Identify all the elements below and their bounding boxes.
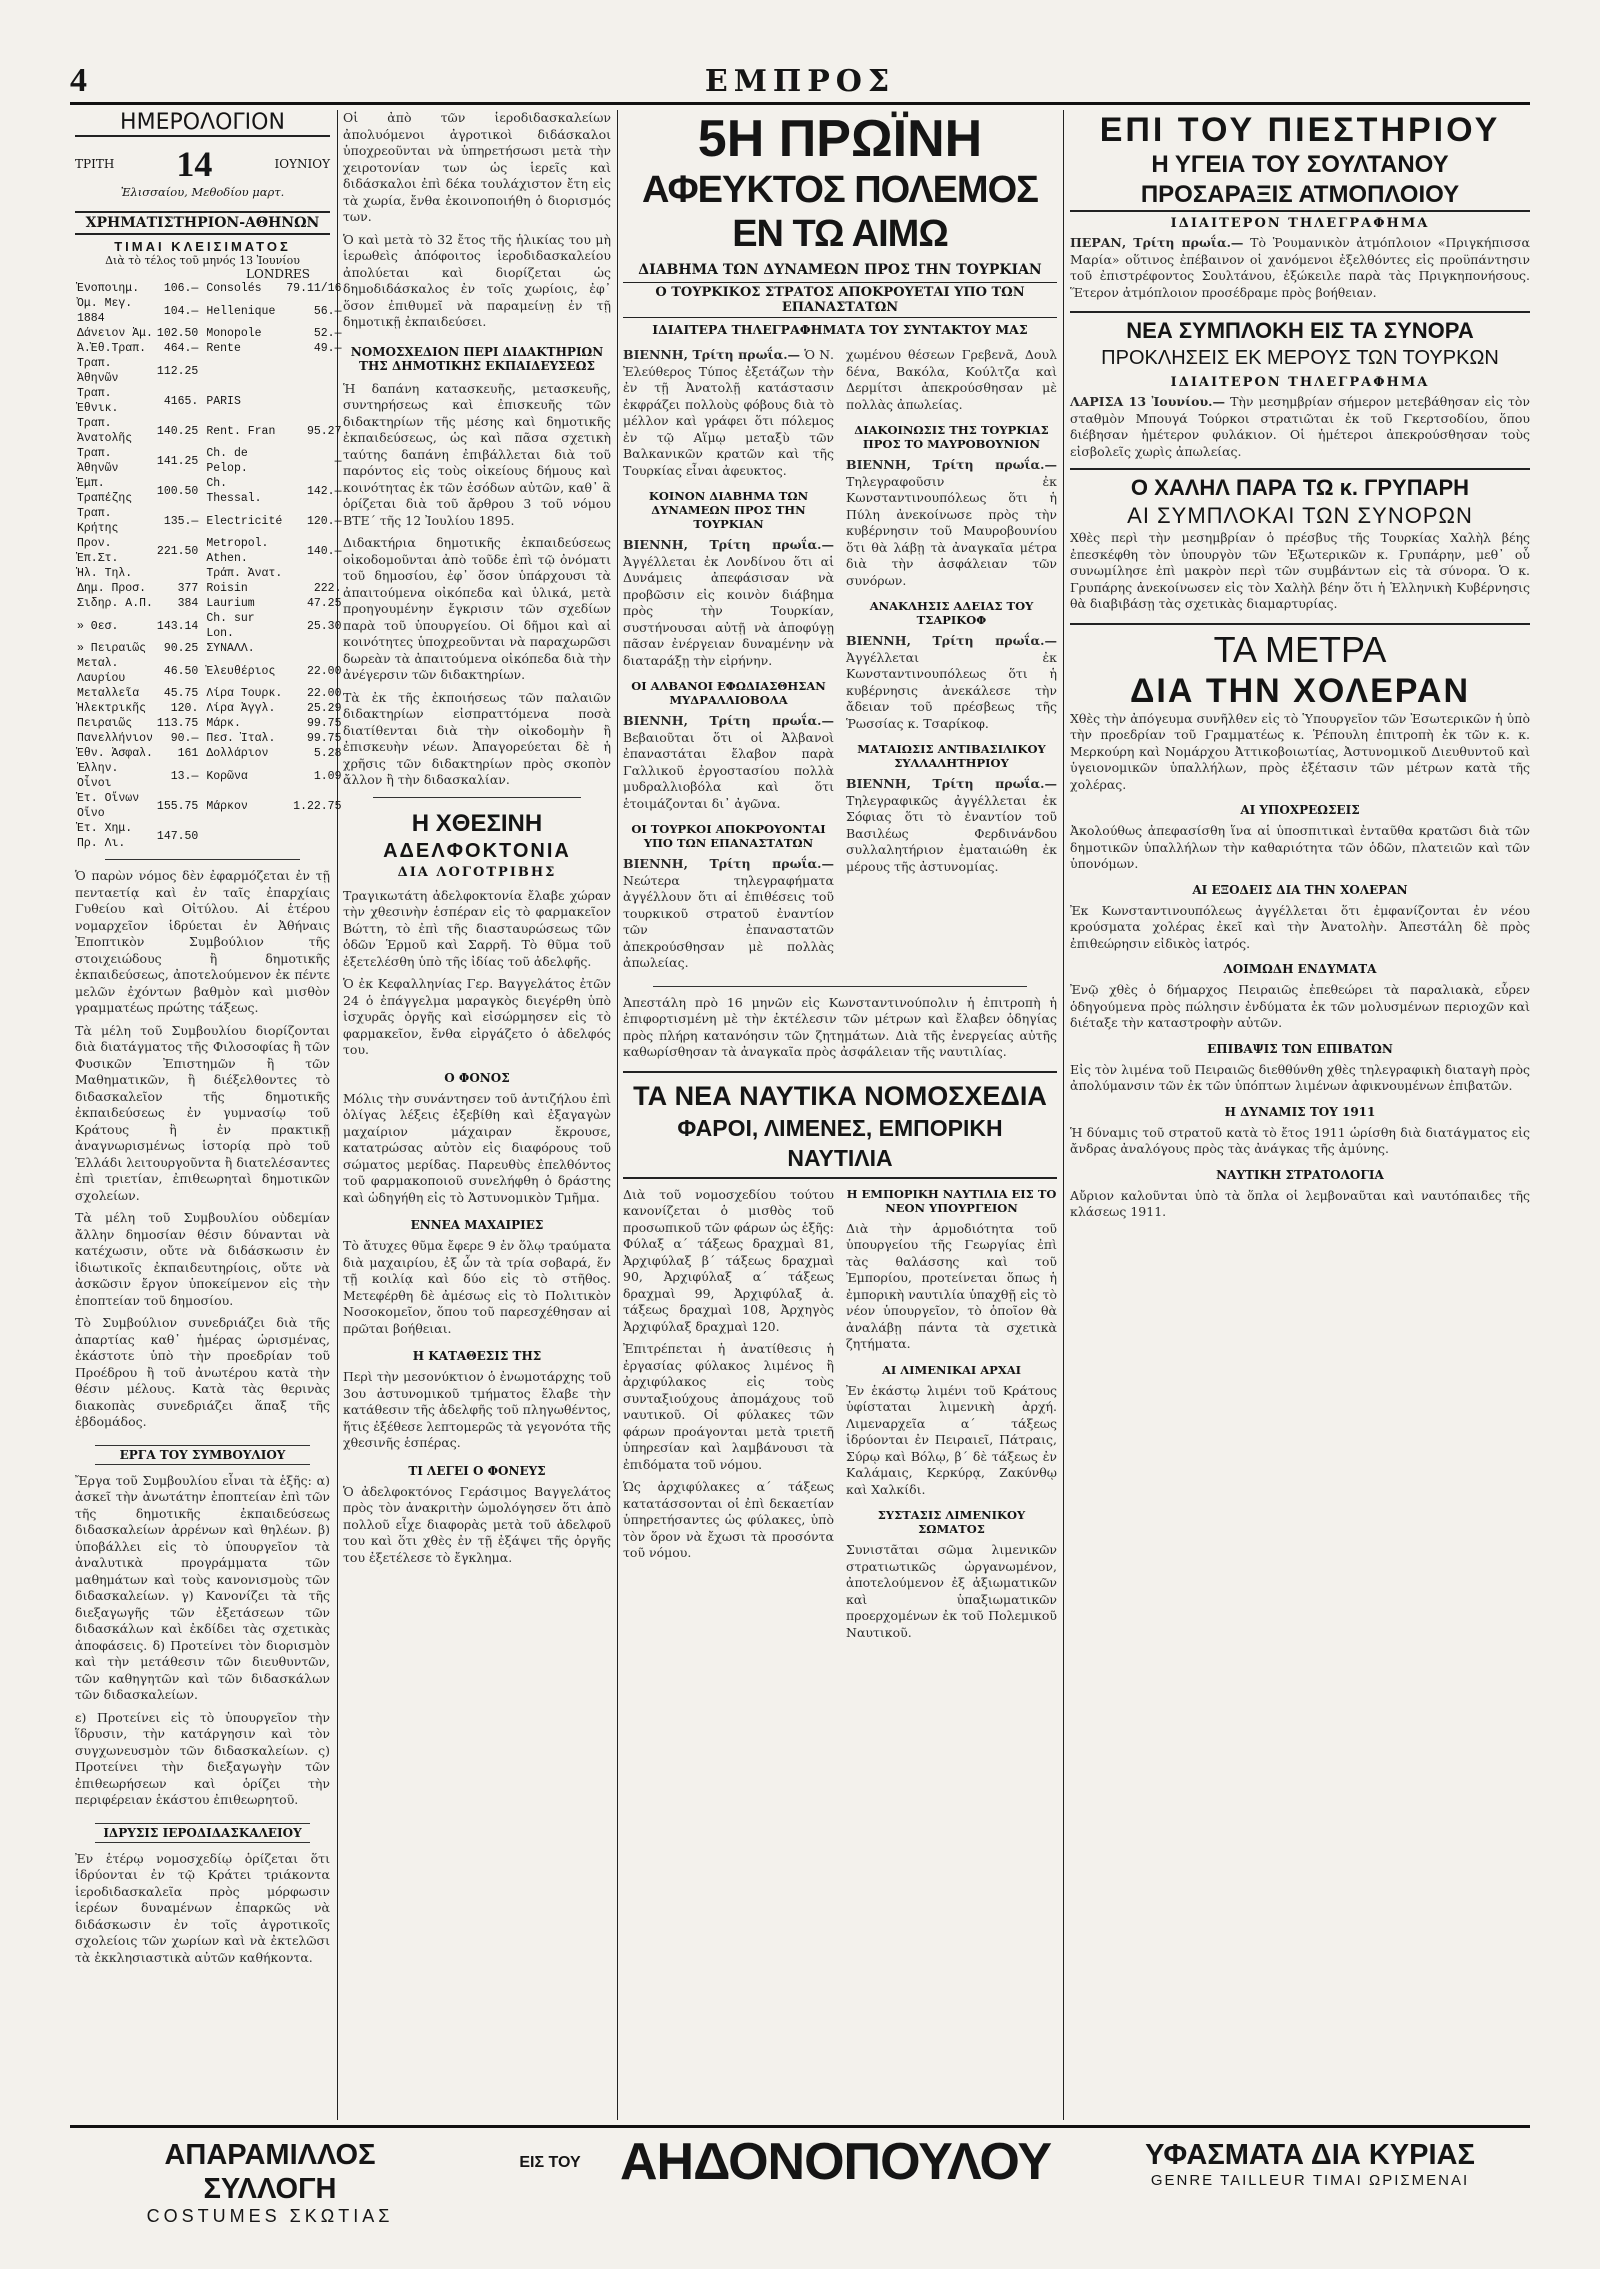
article-text: Ἐνῷ χθὲς ὁ δήμαρχος Πειραιῶς ἐπεθεώρει τὰ παραλιακὰ, εὗρεν ὁδηγούμενα πρὸς πώλησιν ἐνδύματα ἐκ τῶν μολυσμένων περιοχῶν καὶ διέταξε τὴν καταστροφὴν αὐτῶν. [1070, 982, 1530, 1030]
sub-heading: ΝΑΥΤΙΚΗ ΣΤΡΑΤΟΛΟΓΙΑ [1216, 1167, 1384, 1182]
sub-heading: ΜΑΤΑΙΩΣΙΣ ΑΝΤΙΒΑΣΙΛΙΚΟΥ ΣΥΛΛΑΛΗΤΗΡΙΟΥ [857, 742, 1046, 770]
exchange-security: Μάρκον [206, 799, 248, 813]
section-heading: Η ΧΘΕΣΙΝΗ [411, 809, 543, 837]
exchange-row [75, 821, 343, 851]
article-text: Ἀκολούθως ἀπεφασίσθη ἵνα αἱ ὑποσπιτικαὶ ἐνταῦθα κρατῶσι διὰ τῶν δημοτικῶν ὑπαλλήλων τὴν καθαριότητα τῶν ὁδῶν, πλατειῶν καὶ τῶν ὑπονόμων. [1070, 823, 1530, 871]
exchange-price: 140.25 [156, 424, 199, 438]
exchange-price: 25.29 [306, 702, 342, 715]
telegram-label: ΙΔΙΑΙΤΕΡΟΝ ΤΗΛΕΓΡΑΦΗΜΑ [1170, 216, 1430, 231]
section-heading: ΝΟΜΟΣΧΕΔΙΟΝ ΠΕΡΙ ΔΙΔΑΚΤΗΡΙΩΝ ΤΗΣ ΔΗΜΟΤΙΚΗΣ ΕΚΠΑΙΔΕΥΣΕΩΣ [350, 344, 604, 373]
footer-advertisement [70, 2125, 1530, 2226]
exchange-price: 384 [177, 597, 199, 610]
section-heading: ΤΙ ΛΕΓΕΙ Ο ΦΟΝΕΥΣ [408, 1463, 546, 1478]
exchange-row [75, 731, 343, 746]
exchange-price: 90.25 [163, 642, 199, 655]
article-text: Ὡς ἀρχιφύλακες α΄ τάξεως κατατάσσονται οἱ ἐπὶ δεκαετίαν ὑπηρετήσαντες ὡς φύλακες, ὑπὸ τὸν ὅρον νὰ ἔχωσι τὰ προσόντα τοῦ νόμου. [623, 1479, 834, 1560]
article-text: Χθὲς περὶ τὴν μεσημβρίαν ὁ πρέσβυς τῆς Τουρκίας Χαλὴλ βέης ἐπεσκέφθη τὸν ὑπουργὸν τῶν Ἐξωτερικῶν κ. Γρυπάρην, μεθ᾽ οὗ συνωμίλησε ἐπὶ μακρὸν περὶ τῶν συμβάντων εἰς τὰ σύνορα. Ὁ κ. Γρυπάρης ἀνεκοίνωσεν εἰς τὸν Χαλὴλ βέην ὅτι ἡ Ἑλληνικὴ Κυβέρνησις θὰ διαβιβάσῃ τὰς σχετικὰς διαμαρτυρίας. [1070, 530, 1530, 611]
exchange-price: 464.— [163, 342, 199, 355]
article-text: Διὰ τοῦ νομοσχεδίου τούτου κανονίζεται ὁ μισθὸς τοῦ προσωπικοῦ τῶν φάρων ὡς ἑξῆς: Φύλαξ α΄ τάξεως δραχμαὶ 81, Ἀρχιφύλαξ β΄ τάξεως δραχμαὶ 90, Ἀρχιφύλαξ α΄ τάξεως δραχμαὶ 99, Ἀρχιφύλαξ ἀ. τάξεως δραχμαὶ 108, Ἀρχηγὸς Ἀρχιφύλαξ δραχμαὶ 120. [623, 1186, 834, 1334]
masthead [70, 62, 1530, 105]
main-deck: ΙΔΙΑΙΤΕΡΑ ΤΗΛΕΓΡΑΦΗΜΑΤΑ ΤΟΥ ΣΥΝΤΑΚΤΟΥ ΜΑΣ [652, 322, 1028, 337]
exchange-security: » Θεσ. [77, 619, 119, 633]
exchange-security: Πειραιῶς [77, 717, 133, 730]
article-text: Ὁ ἀδελφοκτόνος Γεράσιμος Βαγγελάτος πρὸς τὸν ἀνακριτὴν ὡμολόγησεν ὅτι ἀπὸ πολλοῦ εἶχε διαφορὰς μετὰ τοῦ ἀδελφοῦ του καὶ ὅτι χθὲς ἐν τῇ ἐξάψει τῆς ὀργῆς του ἐξετέλεσε τὸ ἔγκλημα. [343, 1483, 611, 1565]
exchange-security [200, 356, 284, 386]
exchange-price: 4165. [163, 394, 199, 408]
article-text: Περὶ τὴν μεσονύκτιον ὁ ἐνωμοτάρχης τοῦ 3ου ἀστυνομικοῦ τμήματος ἔλαβε τὴν κατάθεσιν τῆς ἀδελφῆς τοῦ πληγωθέντος, ἥτις ἐξέθεσε λεπτομερῶς τὰ γεγονότα τῆς χθεσινῆς ἑσπέρας. [343, 1369, 611, 1450]
press-headline: ΑΙ ΣΥΜΠΛΟΚΑΙ ΤΩΝ ΣΥΝΟΡΩΝ [1127, 503, 1473, 528]
exchange-price: 102.50 [156, 327, 199, 340]
article-text: Ἔργα τοῦ Συμβουλίου εἶναι τὰ ἑξῆς: α) ἀσκεῖ τὴν ἀνωτάτην ἐποπτείαν ἐπὶ τῶν τῆς δημοτικῆς ἐκπαιδεύσεως διδασκαλείων ἀρρένων καὶ θηλέων. β) ὑποβάλλει εἰς τὸ ὑπουργεῖον τὰ ἀναλυτικὰ προγράμματα τῶν μαθημάτων καὶ τοὺς κανονισμοὺς τῶν διδασκαλείων. γ) Κανονίζει τὰ τῆς διεξαγωγῆς τῶν ἐξετάσεων τῶν διδασκάλων καὶ ἐκδίδει τὰς σχετικὰς ἀποφάσεις. δ) Προτείνει τὸν διορισμὸν καὶ τὴν μετάθεσιν τῶν διευθυντῶν, τῶν καθηγητῶν καὶ τῶν διδασκάλων τῶν διδασκαλείων. [75, 1472, 330, 1702]
article-text: ΒΙΕΝΝΗ, Τρίτη πρωΐα.— Ὁ Ν. Ἐλεύθερος Τύπος ἐξετάζων τὴν ἐν τῇ Ἀνατολῇ κατάστασιν ἐκφράζει πολλοὺς φόβους διὰ τὸ μέλλον καὶ γράφει ὅτι πόλεμος ἐν τῷ Αἵμῳ μεταξὺ τῶν Βαλκανικῶν κρατῶν καὶ τῆς Τουρκίας εἶναι ἀφευκτος. [623, 347, 834, 478]
exchange-price: 112.25 [156, 364, 199, 378]
exchange-row [75, 641, 343, 656]
ad-left [100, 2138, 440, 2227]
exchange-row [75, 686, 343, 701]
exchange-row [75, 506, 343, 536]
exchange-row [75, 341, 343, 356]
column-rule [1063, 110, 1064, 2120]
press-headline: Η ΥΓΕΙΑ ΤΟΥ ΣΟΥΛΤΑΝΟΥ [1151, 151, 1449, 178]
calendar-month: ΙΟΥΝΙΟΥ [274, 157, 330, 171]
exchange-row [75, 476, 343, 506]
article-text: ΒΙΕΝΝΗ, Τρίτη πρωΐα.— Ἀγγέλλεται ἐκ Κωνσταντινουπόλεως ὅτι ἡ κυβέρνησις ἀνεκάλεσε τὴν ἄδειαν τοῦ πρέσβεως τῆς Ῥωσσίας κ. Τσαρίκοφ. [846, 633, 1057, 731]
exchange-price: 120. [170, 702, 199, 715]
main-headline: ΑΦΕΥΚΤΟΣ ΠΟΛΕΜΟΣ ΕΝ ΤΩ ΑΙΜΩ [642, 169, 1038, 255]
exchange-price: 1.09 [313, 769, 342, 783]
calendar-day: 14 [176, 144, 213, 184]
exchange-price: 147.50 [156, 829, 199, 843]
exchange-security: ΣΥΝΑΛΛ. [206, 642, 255, 655]
exchange-security: Τραπ. Ἀνατολῆς [77, 417, 133, 445]
newspaper-title: ΕΜΠΡΟΣ [704, 64, 896, 99]
exchange-security: Ἐνοποιημ. [77, 282, 140, 295]
exchange-price: 49.— [313, 342, 342, 355]
exchange-price: 52.— [313, 327, 342, 340]
exchange-security: Τράπ. Ἀνατ. [206, 567, 283, 580]
exchange-security: Electricité [206, 514, 283, 528]
article-text: Εἰς τὸν λιμένα τοῦ Πειραιῶς διεθθύνθη χθὲς τηλεγραφικὴ διαταγὴ πρὸς ἀπολύμανσιν τῶν ἐκ τῶν ὑπόπτων λιμένων ἀφικνουμένων ἐπιβατῶν. [1070, 1061, 1530, 1093]
subcolumn-right [846, 347, 1057, 978]
section-heading: ΙΔΡΥΣΙΣ ΙΕΡΟΔΙΔΑΣΚΑΛΕΙΟΥ [95, 1823, 310, 1843]
exchange-security: Ἐλευθέριος [206, 664, 276, 678]
exchange-security [200, 821, 284, 851]
article-text: Οἱ ἀπὸ τῶν ἱεροδιδασκαλείων ἀπολυόμενοι ἀγροτικοὶ διδάσκαλοι ὑποχρεοῦνται νὰ ὑπηρετήσωσι μετὰ τὴν χειροτονίαν των ὡς ἱερεῖς καὶ διδάσκαλοι ἐπὶ δέκα τουλάχιστον ἔτη εἰς τὰ χωρία, ἔνθα ἐκοινοποιήθη ὁ διορισμός των. [343, 110, 611, 224]
column-1 [75, 110, 342, 2115]
exchange-price: 161 [177, 747, 199, 760]
subcolumn-left [623, 347, 834, 978]
exchange-security: Ch. Thessal. [206, 477, 262, 505]
column-4 [1070, 110, 1530, 2115]
exchange-price: 90.— [170, 732, 199, 745]
article-text: Τὸ ἄτυχες θῦμα ἔφερε 9 ἐν ὅλῳ τραύματα διὰ μαχαιρίου, ἐξ ὧν τὰ τρία σοβαρά, ἕν τῇ κοιλίᾳ καὶ δύο εἰς τὸ στῆθος. Μετεφέρθη δὲ ἀμέσως εἰς τὸ Πολιτικὸν Νοσοκομεῖον, ὅπου τοῦ παρεσχέθησαν αἱ πρῶται βοήθειαι. [343, 1238, 611, 1336]
exchange-security: Τραπ. Ἀθηνῶν [77, 447, 119, 475]
column-3 [623, 110, 1057, 2115]
exchange-price: 135.— [163, 514, 199, 528]
exchange-security: PARIS [206, 394, 241, 408]
exchange-security: » Πειραιῶς [77, 642, 147, 655]
exchange-security: Πεσ. Ἰταλ. [206, 732, 276, 745]
exchange-row [75, 716, 343, 731]
exchange-price: 140.— [306, 544, 342, 558]
exchange-security: Τραπ. Ἐθνικ. [77, 387, 119, 415]
article-text: Διὰ τὴν ἁρμοδιότητα τοῦ ὑπουργείου τῆς Γεωργίας ἐπὶ τὰς θαλάσσης καὶ τοῦ Ἐμπορίου, προτείνεται ὅπως ἡ ἐμπορικὴ ναυτιλία ὑπαχθῇ εἰς τὸ νέον ὑπουργεῖον, τὸ ὁποῖον θὰ ἀναλάβῃ πάντα τὰ σχετικὰ ζητήματα. [846, 1220, 1057, 1351]
exchange-row [75, 416, 343, 446]
exchange-price: 5.28 [313, 747, 342, 760]
exchange-price [284, 641, 343, 656]
exchange-price: 25.30 [306, 619, 342, 633]
exchange-price [155, 566, 200, 581]
exchange-security: Metropol. Athen. [206, 537, 269, 565]
exchange-price: 99.75 [306, 717, 342, 730]
sub-heading: ΑΙ ΛΙΜΕΝΙΚΑΙ ΑΡΧΑΙ [881, 1362, 1022, 1377]
exchange-price: 142.— [306, 484, 342, 498]
exchange-price: 104.— [163, 304, 199, 318]
article-text: Ἐν ἑκάστῳ λιμένι τοῦ Κράτους ὑφίσταται λιμενικὴ ἀρχή. Λιμεναρχεῖα α΄ τάξεως ἱδρύονται ἐν Πειραιεῖ, Πάτραις, Σύρῳ καὶ Βόλῳ, β΄ δὲ τάξεως ἐν Καλάμαις, Κερκύρᾳ, Ζακύνθῳ καὶ Χαλκίδι. [846, 1382, 1057, 1497]
section-heading: ΔΙΑ ΛΟΓΟΤΡΙΒΗΣ [397, 864, 557, 880]
exchange-row [75, 356, 343, 386]
exchange-security: Κορῶνα [206, 769, 248, 783]
exchange-security: Τραπ. Ἀθηνῶν [77, 357, 119, 385]
exchange-security: Τραπ. Κρήτης [77, 507, 119, 535]
main-deck: ΔΙΑΒΗΜΑ ΤΩΝ ΔΥΝΑΜΕΩΝ ΠΡΟΣ ΤΗΝ ΤΟΥΡΚΙΑΝ [638, 262, 1042, 278]
exchange-table [75, 281, 343, 851]
exchange-security: Ἐτ. Χημ. Πρ. Λι. [77, 822, 133, 850]
exchange-price: 1.22.75 [293, 799, 342, 813]
exchange-row [75, 326, 343, 341]
ad-mid-name: ΑΗΔΟΝΟΠΟΥΛΟΥ [620, 2133, 1052, 2191]
main-kicker: 5Η ΠΡΩΪΝΗ [697, 110, 983, 168]
press-headline: ΔΙΑ ΤΗΝ ΧΟΛΕΡΑΝ [1129, 671, 1471, 710]
article-text: Αὔριον καλοῦνται ὑπὸ τὰ ὅπλα οἱ λεμβοναῦται καὶ ναυτόπαιδες τῆς κλάσεως 1911. [1070, 1187, 1530, 1219]
ad-right-title: ΥΦΑΣΜΑΤΑ ΔΙΑ ΚΥΡΙΑΣ [1145, 2139, 1475, 2171]
section-heading: ΕΝΝΕΑ ΜΑΧΑΙΡΙΕΣ [410, 1218, 544, 1232]
divider [373, 797, 581, 798]
exchange-row [75, 536, 343, 566]
article-text: ΒΙΕΝΝΗ, Τρίτη πρωΐα.— Τηλεγραφικῶς ἀγγέλλεται ἐκ Σόφιας ὅτι τὸ ἐναντίον τοῦ Βασιλέως Φερδινάνδου συλλαλητήριον ἐματαιώθη ἐκ μέρους τῆς ἀστυνομίας. [846, 776, 1057, 874]
sub-heading: ΣΥΣΤΑΣΙΣ ΛΙΜΕΝΙΚΟΥ ΣΩΜΑΤΟΣ [877, 1508, 1026, 1536]
sub-heading: ΑΙ ΥΠΟΧΡΕΩΣΕΙΣ [1240, 803, 1360, 817]
telegram-label: ΙΔΙΑΙΤΕΡΟΝ ΤΗΛΕΓΡΑΦΗΜΑ [1170, 375, 1430, 390]
exchange-security: Ἀ.Ἐθ.Τραπ. [77, 342, 147, 355]
exchange-row [75, 596, 343, 611]
exchange-security: Ἠλεκτρικῆς [77, 702, 147, 715]
exchange-row [75, 566, 343, 581]
exchange-price: 100.50 [156, 484, 199, 498]
ad-left-subtitle: COSTUMES ΣΚΩΤΙΑΣ [146, 2206, 394, 2226]
exchange-row [75, 281, 343, 296]
article-text: Τὰ ἐκ τῆς ἐκποιήσεως τῶν παλαιῶν διδακτηρίων εἰσπραττόμενα ποσὰ διατίθενται διὰ τὴν οἰκοδομὴν ἢ ἐπισκευὴν νέων. Ἀπαγορεύεται δὲ ἡ χρῆσις τῶν διδακτηρίων πρὸς σκοπὸν ἄλλον ἢ τὴν διδασκαλίαν. [343, 689, 611, 787]
exchange-security: Rent. Fran [206, 424, 276, 438]
two-column-block [623, 347, 1057, 978]
divider [653, 986, 1027, 987]
press-headline: Ο ΧΑΛΗΛ ΠΑΡΑ ΤΩ κ. ΓΡΥΠΑΡΗ [1070, 468, 1530, 502]
exchange-row [75, 386, 343, 416]
article-text: Μόλις τὴν συνάντησεν τοῦ ἀντιζήλου ἐπὶ ὀλίγας λέξεις ἐξεβίθη καὶ ἐξαγαγὼν μαχαίριον μάχαιραν ἔκρουσε, κατατρώσας αὐτὸν εἰς διαφόρους τοῦ σώματος μερίδας. Παρευθὺς ἐπελθόντος τοῦ φαρμακοποιοῦ συνελήφθη ὁ δράστης καὶ ὡδηγήθη εἰς τὸ Ἀστυνομικὸν Τμῆμα. [343, 1090, 611, 1205]
exchange-security: Ἑλλην. Οἶνοι [77, 762, 119, 790]
exchange-price [284, 386, 343, 416]
exchange-price [284, 821, 343, 851]
article-text: Ἡ δύναμις τοῦ στρατοῦ κατὰ τὸ ἔτος 1911 ὡρίσθη διὰ διατάγματος εἰς ἄνδρας ἀναλόγους πρὸς τὰς ἀνάγκας τῆς ἀμύνης. [1070, 1124, 1530, 1156]
exchange-row [75, 761, 343, 791]
exchange-price: 141.25 [156, 454, 199, 468]
sub-heading: Η ΔΥΝΑΜΙΣ ΤΟΥ 1911 [1224, 1104, 1376, 1119]
calendar-title: ΗΜΕΡΟΛΟΓΙΟΝ [75, 110, 330, 137]
exchange-security: Δημ. Προσ. [77, 582, 147, 595]
exchange-price: 13.— [170, 769, 199, 783]
exchange-security: Ch. de Pelop. [206, 447, 248, 475]
ad-right [1100, 2138, 1520, 2189]
exchange-price: 95.27 [306, 424, 342, 438]
exchange-row [75, 581, 343, 596]
article-text: Τραγικωτάτη ἀδελφοκτονία ἔλαβε χώραν τὴν χθεσινὴν ἑσπέραν εἰς τὸ φαρμακεῖον Βώττη, τὸ ἐπὶ τῆς διασταυρώσεως τῶν ὁδῶν Ἑρμοῦ καὶ Σαρρῆ. Τὸ θῦμα τοῦ ἐξετελέσθη ὑπὸ τῆς ἰδίας τοῦ ἀδελφῆς. [343, 887, 611, 969]
article-text: Τὸ Συμβούλιον συνεδριάζει διὰ τῆς ἀπαρτίας καθ᾽ ἡμέρας ὡρισμένας, ἐκάστοτε ὑπὸ τὴν προεδρίαν τοῦ Προέδρου ἢ τοῦ ἀνωτέρου κατὰ τὴν θέσιν μέλους. Κατὰ τὰς θερινὰς διακοπὰς συνεδριάζει ἅπαξ τῆς ἑβδομάδος. [75, 1315, 330, 1429]
exchange-price: 56.— [313, 304, 342, 318]
press-headline: ΠΡΟΣΑΡΑΞΙΣ ΑΤΜΟΠΛΟΙΟΥ [1070, 180, 1530, 212]
exchange-security: Δολλάριον [206, 747, 269, 760]
press-kicker: ΕΠΙ ΤΟΥ ΠΙΕΣΤΗΡΙΟΥ [1099, 111, 1501, 149]
exchange-price: 45.75 [163, 687, 199, 700]
article-text: Ὁ παρὼν νόμος δὲν ἐφαρμόζεται ἐν τῇ πενταετίᾳ καὶ ἐν ταῖς ἐπαρχίαις Γυθείου καὶ Οἰτύλου. Αἱ ἑτέρου νομαρχεῖον ἱδρύεται ἐν Ἀθήναις Ἐποπτικὸν Συμβούλιον τῆς στοιχειώδους ἢ δημοτικῆς ἐκπαιδεύσεως, ἀποτελούμενον ἐκ πέντε μελῶν ἐχόντων βαθμὸν καὶ μισθὸν γραμματέως πρώτης τάξεως. [75, 868, 330, 1015]
column-2 [343, 110, 611, 2115]
exchange-price: 99.75 [306, 732, 342, 745]
exchange-price: 79.11/16 [286, 282, 342, 295]
exchange-security: Roisin [206, 582, 248, 595]
exchange-row [75, 296, 343, 326]
exchange-city: LONDRES [246, 267, 310, 281]
section-heading: Ο ΦΟΝΟΣ [444, 1070, 510, 1085]
calendar-saint: Ἐλισσαίου, Μεθοδίου μαρτ. [120, 185, 285, 199]
exchange-security: Ch. sur Lon. [206, 612, 255, 640]
main-deck: Ο ΤΟΥΡΚΙΚΟΣ ΣΤΡΑΤΟΣ ΑΠΟΚΡΟΥΕΤΑΙ ΥΠΟ ΤΩΝ ΕΠΑΝΑΣΤΑΤΩΝ [623, 282, 1057, 318]
exchange-price: — [334, 454, 342, 468]
sub-heading: ΔΙΑΚΟΙΝΩΣΙΣ ΤΗΣ ΤΟΥΡΚΙΑΣ ΠΡΟΣ ΤΟ ΜΑΥΡΟΒΟΥΝΙΟΝ [854, 423, 1049, 451]
article-text: ΛΑΡΙΣΑ 13 Ἰουνίου.— Τὴν μεσημβρίαν σήμερον μετεβάθησαν εἰς τὸν σταθμὸν Μπουγά Τούρκοι στρατιῶται ἐκ τοῦ Γκερτσοδίου, ὅπου διέβησαν ἡμέτερον φυλάκιον. Οἱ ἡμέτεροι ἀπεκρούσθησαν τοὺς εἰσβολεῖς χωρὶς ἀπωλείας. [1070, 394, 1530, 459]
article-text: Τὰ μέλη τοῦ Συμβουλίου διορίζονται διὰ διατάγματος τῆς Φιλοσοφίας ἢ τῶν Φυσικῶν Ἐπιστημῶν ἢ τῶν Μαθηματικῶν, ἢ διέξελθοντες τὸ διδασκαλεῖον τῆς δημοτικῆς ἐκπαιδεύσεως ἐν γυμνασίῳ τοῦ Κράτους ἢ ἐν πρακτικῇ ἀναγνωρισμένως ἱστορίᾳ πρὸ τοῦ Ἑλλάδι λειτουργοῦντα ἢ διατελέσαντες ἐπὶ τριετίαν, ἐπιθεωρηταὶ δημοτικῶν σχολείων. [75, 1022, 330, 1203]
press-headline: ΠΡΟΚΛΗΣΕΙΣ ΕΚ ΜΕΡΟΥΣ ΤΩΝ ΤΟΥΡΚΩΝ [1101, 347, 1499, 369]
exchange-security: Monopole [206, 327, 262, 340]
article-text: ΠΕΡΑΝ, Τρίτη πρωΐα.— Τὸ Ῥουμανικὸν ἀτμόπλοιον «Πριγκήπισσα Μαρία» οὕτινος ἐπέβαινον οἱ χανόμενοι ἐξελθόντες εἰς προϋπάντησιν τοῦ ἐπιστρέφοντος Σουλτάνου, ἐξώκειλε παρὰ τὰς Πριγκηπονήσους. Ἕτερον ἀτμόπλοιον προσέδραμε πρὸς βοήθειαν. [1070, 235, 1530, 300]
exchange-security: Hellenique [206, 304, 276, 318]
exchange-price: 22.00 [306, 687, 342, 700]
exchange-security: Σιδηρ. Α.Π. [77, 597, 153, 610]
article-text: ΒΙΕΝΝΗ, Τρίτη πρωΐα.— Βεβαιοῦται ὅτι οἱ Ἀλβανοὶ ἐπαναστάται ἔλαβον παρὰ Γαλλικοῦ ἐργοστασίου πολλὰ μυδραλλιοβόλα καὶ ὅτι ἑτοιμάζονται δι᾽ ἀγῶνα. [623, 713, 834, 811]
ad-right-subtitle: GENRE TAILLEUR ΤΙΜΑΙ ΩΡΙΣΜΕΝΑΙ [1150, 2172, 1470, 2189]
divider [105, 859, 300, 860]
press-headline: ΤΑ ΜΕΤΡΑ [1070, 623, 1530, 671]
sub-heading: ΕΠΙΒΑΨΙΣ ΤΩΝ ΕΠΙΒΑΤΩΝ [1207, 1041, 1393, 1056]
exchange-price: 46.50 [163, 664, 199, 678]
article-text: Ὁ ἐκ Κεφαλληνίας Γερ. Βαγγελάτος ἐτῶν 24 ὁ ἐπάγγελμα μαραγκὸς διεγέρθη ὑπὸ ἰσχυρᾶς ὀργῆς καὶ εἰσώρμησεν εἰς τὸ φαρμακεῖον, ἔνθα εἰργάζετο ὁ ἀδελφός του. [343, 976, 611, 1057]
naval-title: ΤΑ ΝΕΑ ΝΑΥΤΙΚΑ ΝΟΜΟΣΧΕΔΙΑ [623, 1071, 1057, 1113]
article-text: Διδακτήρια δημοτικῆς ἐκπαιδεύσεως οἰκοδομοῦνται ἀπὸ τοῦδε ἐπὶ τῷ ὀνόματι τοῦ δημοσίου, ἐφ᾽ ὅσον ὑπάρχουσι τὰ ἀπαιτούμενα οἰκόπεδα καὶ ὑλικά, μετὰ προηγουμένην ἔγκρισιν τῶν σχεδίων παρὰ τοῦ ὑπουργείου. Οἱ δῆμοι καὶ αἱ κοινότητες ὑποχρεοῦνται νὰ παραχωρῶσι δωρεὰν τὰ ἀπαιτούμενα οἰκόπεδα διὰ τὴν ἀνέγερσιν τῶν διδακτηρίων. [343, 535, 611, 682]
exchange-row [75, 611, 343, 641]
sub-heading: ΟΙ ΑΛΒΑΝΟΙ ΕΦΩΔΙΑΣΘΗΣΑΝ ΜΥΔΡΑΛΛΙΟΒΟΛΑ [631, 679, 826, 707]
article-text: χωμένου θέσεων Γρεβενᾶ, Δουλ δένα, Βακόλα, Κούλτζα καὶ Δερμίτσι ἀπεκρούσθησαν μὲ πολλὰς ἀπωλείας. [846, 347, 1057, 412]
article-text: Ἐπιτρέπεται ἡ ἀνατίθεσις ἡ ἐργασίας φύλακος λιμένος ἢ ἀρχιφύλακος εἰς τοὺς συνταξιούχους ἀπομάχους τοῦ ναυτικοῦ. Οἱ φύλακες τῶν φάρων προάγονται μετὰ τριετῆ ὑπηρεσίαν καὶ λαμβάνουσι τὰ ἐπιδόματα τοῦ νόμου. [623, 1341, 834, 1472]
exchange-security: Μάρκ. [206, 717, 241, 730]
exchange-subtitle: ΤΙΜΑΙ ΚΛΕΙΣΙΜΑΤΟΣ [114, 239, 291, 254]
article-text: Συνιστᾶται σῶμα λιμενικῶν στρατιωτικῶς ὠργανωμένον, ἀποτελούμενον ἐξ ἀξιωματικῶν καὶ ὑπαξιωματικῶν προερχομένων ἐκ τοῦ Πολεμικοῦ Ναυτικοῦ. [846, 1542, 1057, 1640]
exchange-price: 120.— [306, 514, 342, 528]
page-number: 4 [70, 62, 87, 99]
section-heading: ΑΔΕΛΦΟΚΤΟΝΙΑ [383, 839, 571, 862]
article-text: Τὰ μέλη τοῦ Συμβουλίου οὐδεμίαν ἄλλην δημοσίαν θέσιν δύνανται νὰ κατέχωσιν, οὔτε νὰ διδάσκωσιν ἐν ἰδιωτικοῖς ἐκπαιδευτηρίοις, οὔτε νὰ ἀσκῶσιν ἔργον ὑποκείμενον εἰς τὴν ἐποπτείαν τοῦ δημοσίου. [75, 1210, 330, 1308]
article-text: ΒΙΕΝΝΗ, Τρίτη πρωΐα.— Νεώτερα τηλεγραφήματα ἀγγέλλουν ὅτι αἱ ἐπιθέσεις τοῦ τουρκικοῦ στρατοῦ ἐναντίον τῶν ἐπαναστατῶν ἀπεκρούσθησαν μὲ πολλὰς ἀπωλείας. [623, 856, 834, 970]
exchange-row [75, 656, 343, 686]
exchange-price: 222. [313, 582, 342, 595]
exchange-price: 377 [177, 582, 199, 595]
sub-heading: ΑΙ ΕΞΟΔΕΙΣ ΔΙΑ ΤΗΝ ΧΟΛΕΡΑΝ [1192, 882, 1408, 897]
sub-heading: Η ΕΜΠΟΡΙΚΗ ΝΑΥΤΙΛΙΑ ΕΙΣ ΤΟ ΝΕΟΝ ΥΠΟΥΡΓΕΙΟΝ [846, 1186, 1057, 1215]
naval-subtitle: ΦΑΡΟΙ, ΛΙΜΕΝΕΣ, ΕΜΠΟΡΙΚΗ ΝΑΥΤΙΛΙΑ [623, 1113, 1057, 1179]
exchange-price: 47.25 [306, 597, 342, 610]
exchange-security: Ἐμπ. Τραπέζης [77, 477, 133, 505]
article-text: Ἀπεστάλη πρὸ 16 μηνῶν εἰς Κωνσταντινούπολιν ἡ ἐπιτροπὴ ἡ ἐπιφορτισμένη μὲ τὴν ἐκτέλεσιν τῶν μέτρων καὶ ἔλαβεν ὁδηγίας πρὸς πλήρη κατανόησιν τῶν ζητημάτων. Διὰ τῆς ἐνεργείας αὐτῆς καθωρίσθησαν τὰ ἀναγκαῖα πρὸς ἀσφάλειαν τῆς ναυτιλίας. [623, 994, 1057, 1059]
exchange-security: Ἠλ. Τηλ. [77, 567, 133, 580]
section-heading: Η ΚΑΤΑΘΕΣΙΣ ΤΗΣ [412, 1349, 542, 1363]
exchange-security: Ἐτ. Οἴνων Οἴνο [77, 792, 140, 820]
exchange-price: 221.50 [156, 544, 199, 558]
exchange-price [284, 566, 343, 581]
calendar-date [75, 143, 330, 185]
column-rule [617, 110, 618, 2120]
exchange-price: 113.75 [156, 717, 199, 730]
sub-heading: ΟΙ ΤΟΥΡΚΟΙ ΑΠΟΚΡΟΥΟΝΤΑΙ ΥΠΟ ΤΩΝ ΕΠΑΝΑΣΤΑΤΩΝ [631, 822, 826, 850]
exchange-security: Consolés [206, 282, 262, 295]
sub-heading: ΚΟΙΝΟΝ ΔΙΑΒΗΜΑ ΤΩΝ ΔΥΝΑΜΕΩΝ ΠΡΟΣ ΤΗΝ ΤΟΥΡΚΙΑΝ [648, 489, 809, 531]
exchange-row [75, 746, 343, 761]
exchange-security: Ὀμ. Μεγ. 1884 [77, 297, 133, 325]
exchange-price: 155.75 [156, 799, 199, 813]
exchange-security: Laurium [206, 597, 255, 610]
exchange-security: Προν. Ἐπ.Στ. [77, 537, 119, 565]
exchange-price: 143.14 [156, 619, 199, 633]
exchange-security: Δάνειον Ἀμ. [77, 327, 153, 340]
exchange-price [284, 356, 343, 386]
exchange-security: Ἐθν. Ἀσφαλ. [77, 747, 153, 760]
exchange-security: Πανελλήνιον [77, 732, 153, 745]
exchange-security: Μεταλλεῖα [77, 687, 140, 700]
exchange-security: Λίρα Ἀγγλ. [206, 702, 276, 715]
article-text: Ἐκ Κωνσταντινουπόλεως ἀγγέλλεται ὅτι ἐμφανίζονται ἐν νέου κρούσματα χολέρας ἐκεῖ καὶ τὴν Ἀνατολὴν. Ἀπεστάλη δὲ πρὸς ἐπιθεώρησιν εἰδικὸς ἰατρός. [1070, 902, 1530, 951]
exchange-row [75, 446, 343, 476]
exchange-row [75, 701, 343, 716]
subcolumn-right [846, 1187, 1057, 1648]
press-headline: ΝΕΑ ΣΥΜΠΛΟΚΗ ΕΙΣ ΤΑ ΣΥΝΟΡΑ [1070, 311, 1530, 345]
ad-mid-prefix: ΕΙΣ ΤΟΥ [519, 2154, 581, 2171]
article-text: Ὁ καὶ μετὰ τὸ 32 ἔτος τῆς ἡλικίας του μὴ ἱερωθεὶς ἀπόφοιτος ἱεροδιδασκαλείου ἀπολύεται καὶ διορίζεται ὡς δημοδιδάσκαλος ἐν τοῖς χωρίοις, ἐφ᾽ ὅσον ἐπιθυμεῖ νὰ παραμείνῃ ἐν τῇ δημοτικῇ ἐκπαιδεύσει. [343, 231, 611, 329]
exchange-security: Rente [206, 342, 241, 355]
section-heading: ΕΡΓΑ ΤΟΥ ΣΥΜΒΟΥΛΙΟΥ [95, 1445, 310, 1465]
exchange-price: 22.00 [306, 664, 342, 678]
calendar-weekday: ΤΡΙΤΗ [75, 157, 115, 171]
article-text: Ἡ δαπάνη κατασκευῆς, μετασκευῆς, συντηρήσεως καὶ ἐπισκευῆς τῶν διδακτηρίων τῆς μέσης καὶ δημοτικῆς ἐκπαιδεύσεως, ὡς καὶ πᾶσα σχετικὴ ταύτης δαπάνη ἐπιβάλλεται διὰ τοῦ παρόντος εἰς τοὺς οἰκείους δήμους καὶ κοινότητας ἐκ τῶν ἐσόδων αὐτῶν, καθ᾽ ἃ ὁρίζεται διὰ τοῦ ἄρθρου 3 τοῦ νόμου ΒΤΕ΄ τῆς 12 Ἰουλίου 1895. [343, 380, 611, 528]
exchange-row [75, 791, 343, 821]
article-text: ΒΙΕΝΝΗ, Τρίτη πρωΐα.— Ἀγγέλλεται ἐκ Λονδίνου ὅτι αἱ Δυνάμεις ἀπεφάσισαν νὰ προβῶσιν εἰς κοινὸν διάβημα πρὸς τὴν Τουρκίαν, συστήνουσαι αὐτῇ νὰ ἀποφύγῃ πᾶσαν ἐνέργειαν δυναμένην νὰ διαταράξῃ τὴν εἰρήνην. [623, 537, 834, 668]
exchange-security: Λίρα Τουρκ. [206, 687, 283, 700]
two-column-block [623, 1187, 1057, 1648]
article-text: ε) Προτείνει εἰς τὸ ὑπουργεῖον τὴν ἵδρυσιν, τὴν κατάργησιν καὶ τὸν συγχωνευσμὸν τῶν διδασκαλείων. ς) Προτείνει τὴν διεξαγωγὴν τῶν ἐπιθεωρήσεων καὶ ὁρίζει τὴν περιφέρειαν ἑκάστου ἐπιθεωρητοῦ. [75, 1709, 330, 1807]
sub-heading: ΑΝΑΚΛΗΣΙΣ ΑΔΕΙΑΣ ΤΟΥ ΤΣΑΡΙΚΟΦ [869, 599, 1034, 627]
exchange-date: Διὰ τὸ τέλος τοῦ μηνός 13 Ἰουνίου [105, 254, 300, 267]
exchange-security: Μεταλ. Λαυρίου [77, 657, 126, 685]
exchange-title: ΧΡΗΜΑΤΙΣΤΗΡΙΟΝ-ΑΘΗΝΩΝ [75, 211, 330, 235]
article-text: Ἐν ἑτέρῳ νομοσχεδίῳ ὁρίζεται ὅτι ἱδρύονται ἐν τῷ Κράτει τριάκοντα ἱεροδιδασκαλεῖα πρὸς μόρφωσιν ἱερέων δυναμένων ἐπαρκῶς νὰ διδάσκωσιν ἐν τοῖς ἀγροτικοῖς σχολείοις τῶν χωρίων καὶ νὰ ἐκτελῶσι τὰ ἐκκλησιαστικὰ αὐτῶν καθήκοντα. [75, 1850, 330, 1965]
article-text: ΒΙΕΝΝΗ, Τρίτη πρωΐα.— Τηλεγραφοῦσιν ἐκ Κωνσταντινουπόλεως ὅτι ἡ Πύλη ἀνεκοίνωσε πρὸς τὴν κυβέρνησιν τοῦ Μαυροβουνίου ὅτι θὰ λάβῃ τὰ ἀναγκαῖα μέτρα διὰ τὴν ἀσφάλειαν τῶν συνόρων. [846, 457, 1057, 588]
ad-left-title: ΑΠΑΡΑΜΙΛΛΟΣ ΣΥΛΛΟΓΗ [164, 2139, 376, 2205]
subcolumn-left [623, 1187, 834, 1648]
sub-heading: ΛΟΙΜΩΔΗ ΕΝΔΥΜΑΤΑ [1223, 962, 1377, 976]
exchange-price: 106.— [163, 282, 199, 295]
article-text: Χθὲς τὴν ἀπόγευμα συνῆλθεν εἰς τὸ Ὑπουργεῖον τῶν Ἐσωτερικῶν ἡ ὑπὸ τὴν προεδρίαν τοῦ Γραμματέως κ. Ῥέπουλη ἐπιτροπὴ ἐκ τῶν κ. κ. Μερκούρη καὶ Νομάρχου Ἀττικοβοιωτίας, Ἀστυνομικοῦ Διευθυντοῦ καὶ ὑγειονομικῶν ὑπαλλήλων, πρὸς ἐξέτασιν τῶν μέτρων κατὰ τῆς χολέρας. [1070, 710, 1530, 792]
